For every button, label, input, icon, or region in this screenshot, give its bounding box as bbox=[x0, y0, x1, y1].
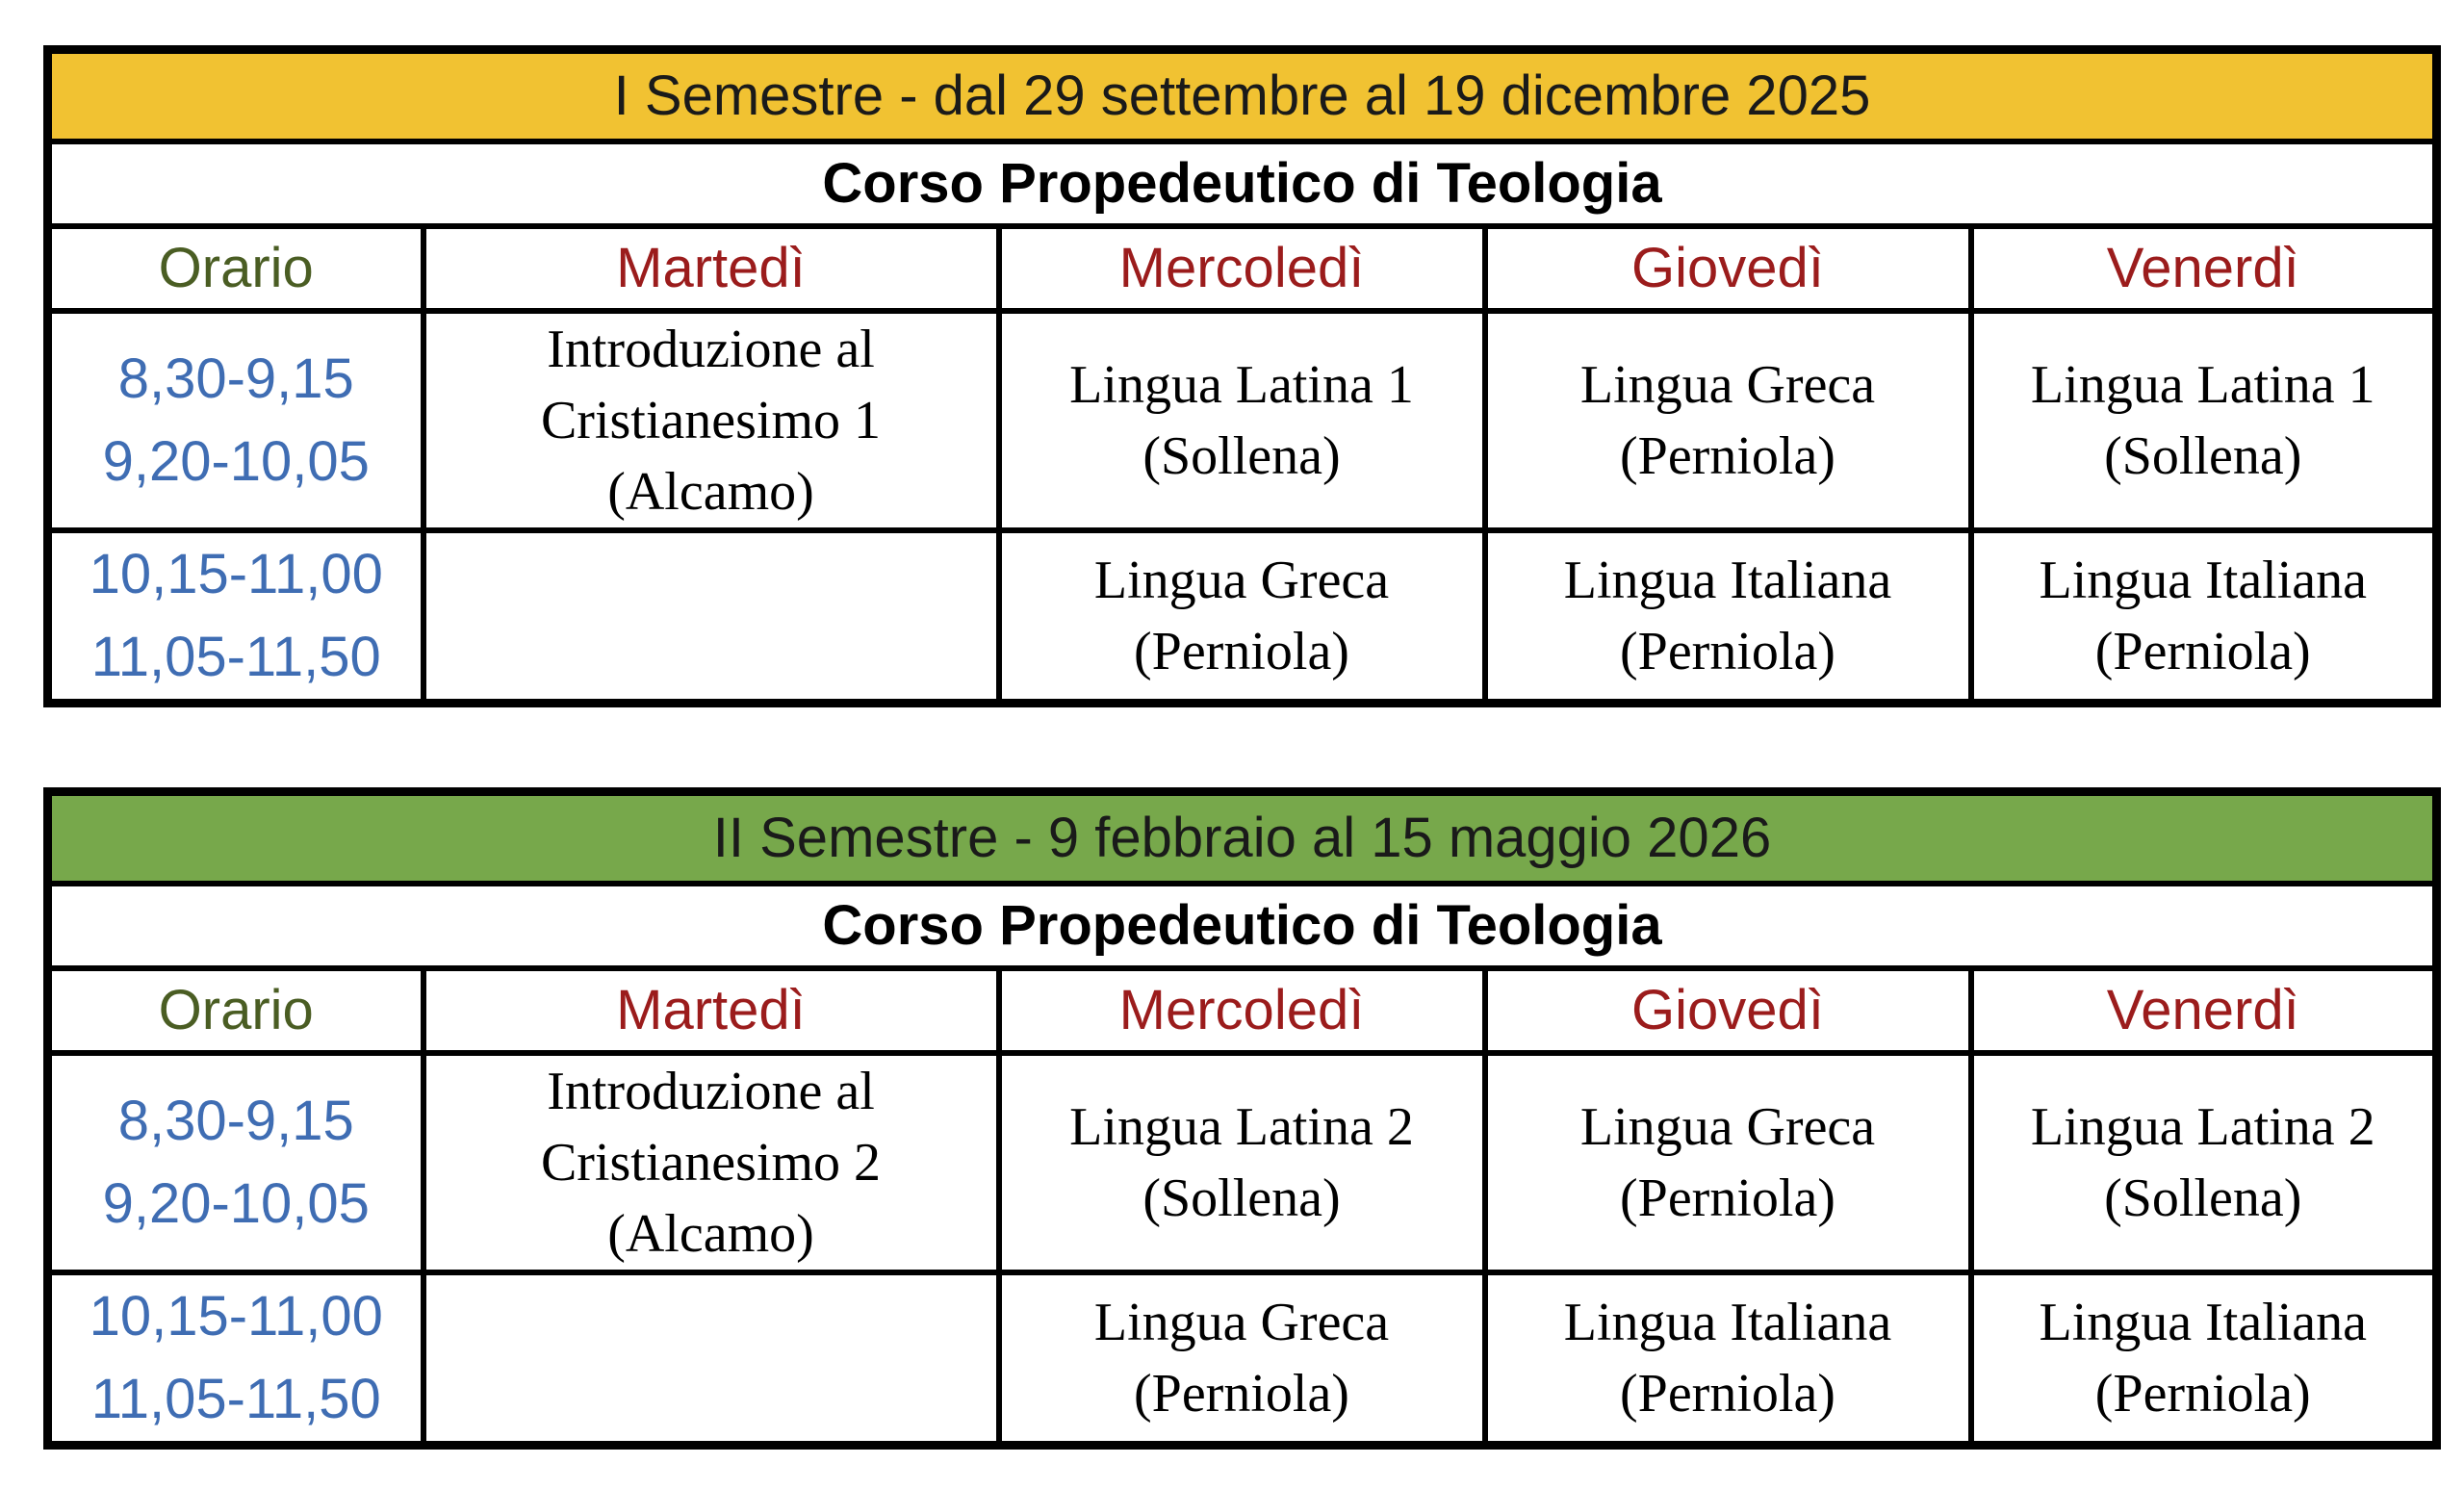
course-cell-giovedi bbox=[1485, 1272, 1971, 1446]
teacher-name: (Sollena) bbox=[2104, 426, 2302, 486]
teacher-name: (Perniola) bbox=[1620, 622, 1835, 681]
course-cell-venerdi bbox=[1971, 311, 2437, 530]
semester-1-schedule-table bbox=[43, 45, 2441, 707]
day-header-giovedi: Giovedì bbox=[1485, 968, 1971, 1053]
teacher-name: (Sollena) bbox=[1142, 426, 1341, 486]
teacher-name: (Perniola) bbox=[2094, 622, 2311, 681]
teacher-name: (Perniola) bbox=[1134, 1364, 1349, 1424]
time-slot: 10,15-11,00 bbox=[89, 543, 383, 605]
course-cell-giovedi bbox=[1485, 530, 1971, 704]
course-cell-martedi bbox=[424, 1053, 999, 1272]
course-name-line: Cristianesimo 2 bbox=[540, 1133, 882, 1193]
course-cell-mercoledi bbox=[999, 530, 1485, 704]
course-cell-mercoledi bbox=[999, 1272, 1485, 1446]
course-name-line: Introduzione al bbox=[547, 320, 875, 379]
teacher-name: (Alcamo) bbox=[607, 462, 814, 522]
time-slot: 8,30-9,15 bbox=[117, 347, 354, 410]
course-name-line: Lingua Greca bbox=[1579, 355, 1876, 415]
schedule-row bbox=[48, 1053, 2437, 1272]
course-cell-venerdi bbox=[1971, 1272, 2437, 1446]
time-slot-cell bbox=[48, 530, 424, 704]
teacher-name: (Perniola) bbox=[1620, 1168, 1835, 1228]
course-name-line: Lingua Greca bbox=[1093, 551, 1390, 610]
course-title: Corso Propedeutico di Teologia bbox=[48, 884, 2437, 968]
course-name-line: Lingua Latina 2 bbox=[1069, 1097, 1414, 1157]
orario-header: Orario bbox=[48, 226, 424, 311]
day-header-venerdi: Venerdì bbox=[1971, 968, 2437, 1053]
teacher-name: (Perniola) bbox=[1620, 426, 1835, 486]
day-header-martedi: Martedì bbox=[424, 968, 999, 1053]
time-slot: 8,30-9,15 bbox=[117, 1090, 354, 1152]
teacher-name: (Sollena) bbox=[2104, 1168, 2302, 1228]
day-header-mercoledi: Mercoledì bbox=[999, 968, 1485, 1053]
course-title: Corso Propedeutico di Teologia bbox=[48, 141, 2437, 226]
orario-header: Orario bbox=[48, 968, 424, 1053]
semester-2-schedule-table bbox=[43, 787, 2441, 1450]
day-header-venerdi: Venerdì bbox=[1971, 226, 2437, 311]
time-slot: 11,05-11,50 bbox=[90, 626, 381, 688]
day-header-giovedi: Giovedì bbox=[1485, 226, 1971, 311]
time-slot-cell bbox=[48, 311, 424, 530]
time-slot: 10,15-11,00 bbox=[89, 1285, 383, 1348]
course-cell-martedi-empty bbox=[424, 530, 999, 704]
header-row bbox=[48, 968, 2437, 1053]
semester-title: I Semestre - dal 29 settembre al 19 dicembre 2025 bbox=[48, 50, 2437, 142]
teacher-name: (Sollena) bbox=[1142, 1168, 1341, 1228]
course-cell-venerdi bbox=[1971, 1053, 2437, 1272]
teacher-name: (Perniola) bbox=[1134, 622, 1349, 681]
day-header-mercoledi: Mercoledì bbox=[999, 226, 1485, 311]
time-slot: 9,20-10,05 bbox=[102, 1172, 370, 1235]
semester-title: II Semestre - 9 febbraio al 15 maggio 2026 bbox=[48, 792, 2437, 885]
course-cell-mercoledi bbox=[999, 1053, 1485, 1272]
teacher-name: (Perniola) bbox=[1620, 1364, 1835, 1424]
header-row bbox=[48, 226, 2437, 311]
time-slot-cell bbox=[48, 1272, 424, 1446]
course-name-line: Lingua Latina 1 bbox=[1069, 355, 1414, 415]
course-name-line: Lingua Italiana bbox=[2039, 551, 2367, 610]
course-name-line: Introduzione al bbox=[547, 1062, 875, 1121]
time-slot-cell bbox=[48, 1053, 424, 1272]
course-name-line: Lingua Greca bbox=[1093, 1293, 1390, 1352]
course-cell-martedi bbox=[424, 311, 999, 530]
time-slot: 9,20-10,05 bbox=[102, 430, 370, 493]
teacher-name: (Alcamo) bbox=[607, 1204, 814, 1264]
course-name-line: Lingua Italiana bbox=[1563, 551, 1892, 610]
course-name-line: Lingua Latina 2 bbox=[2030, 1097, 2375, 1157]
day-header-martedi: Martedì bbox=[424, 226, 999, 311]
course-name-line: Cristianesimo 1 bbox=[540, 391, 882, 450]
course-name-line: Lingua Greca bbox=[1579, 1097, 1876, 1157]
course-name-line: Lingua Italiana bbox=[1563, 1293, 1892, 1352]
course-cell-venerdi bbox=[1971, 530, 2437, 704]
schedule-row bbox=[48, 530, 2437, 704]
course-cell-giovedi bbox=[1485, 1053, 1971, 1272]
teacher-name: (Perniola) bbox=[2094, 1364, 2311, 1424]
schedule-row bbox=[48, 1272, 2437, 1446]
course-cell-mercoledi bbox=[999, 311, 1485, 530]
course-name-line: Lingua Latina 1 bbox=[2030, 355, 2375, 415]
schedule-row bbox=[48, 311, 2437, 530]
course-cell-martedi-empty bbox=[424, 1272, 999, 1446]
course-name-line: Lingua Italiana bbox=[2039, 1293, 2367, 1352]
course-cell-giovedi bbox=[1485, 311, 1971, 530]
time-slot: 11,05-11,50 bbox=[90, 1368, 381, 1430]
